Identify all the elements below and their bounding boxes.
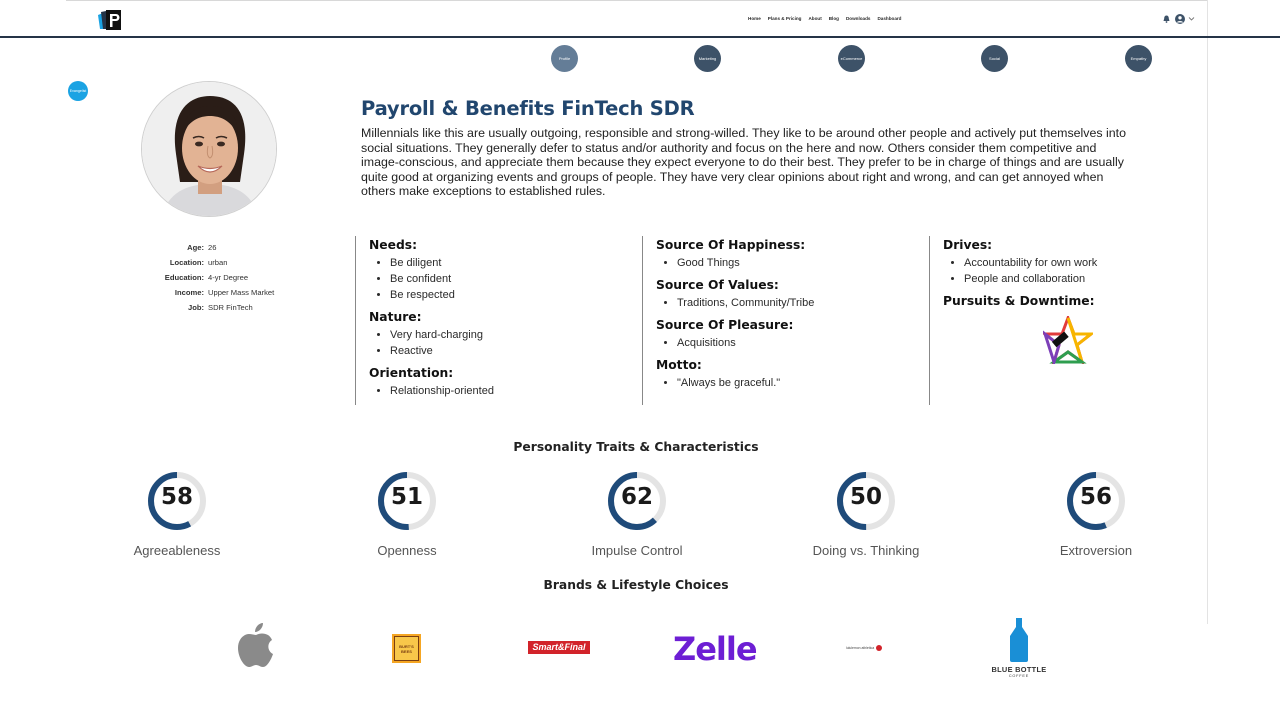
trait-value: 62 bbox=[620, 484, 653, 510]
trait-value: 56 bbox=[1079, 484, 1112, 510]
chevron-down-icon[interactable] bbox=[1188, 16, 1195, 22]
section-heading-values: Source Of Values: bbox=[656, 278, 779, 292]
fact-value: SDR FinTech bbox=[208, 303, 253, 312]
list-item: • Good Things bbox=[677, 255, 926, 271]
pursuits-star-logo bbox=[1043, 316, 1093, 364]
fact-label: Job: bbox=[187, 303, 204, 312]
trait-gauge bbox=[605, 467, 669, 533]
trait-label: Impulse Control bbox=[591, 543, 683, 558]
column-divider bbox=[355, 236, 356, 405]
blue-bottle-sub: COFFEE bbox=[1008, 674, 1030, 678]
frame-top-border bbox=[66, 0, 1208, 1]
traits-heading: Personality Traits & Characteristics bbox=[513, 440, 759, 454]
list-item: • Traditions, Community/Tribe bbox=[677, 295, 926, 311]
fact-job bbox=[130, 300, 274, 315]
blue-bottle-label: BLUE BOTTLE bbox=[991, 665, 1047, 674]
list-item: • Relationship-oriented bbox=[390, 383, 639, 399]
trait-label: Agreeableness bbox=[133, 543, 221, 558]
section-heading-nature: Nature: bbox=[369, 310, 422, 324]
values-list bbox=[656, 295, 926, 311]
trait-gauge bbox=[1064, 467, 1128, 533]
needs-list bbox=[369, 255, 639, 303]
evangelist-badge[interactable]: Evangelist bbox=[68, 81, 88, 101]
persona-description: Millennials like this are usually outgoing, responsible and strong-willed. They like to be around other people and actively put themselves into social situations. They generally defer to status and/or authority and focus on the here and now. Others consider them competitive and image-conscious, and appreciate them because they expect everyone to do their best. They prefer to be in charge of things and are usually quite good at organizing events and groups of people. They have very clear opinions about right and wrong, and can get annoyed when others make exceptions to established rules. bbox=[361, 126, 1126, 199]
nav-blog[interactable]: Blog bbox=[828, 16, 839, 21]
fact-age bbox=[130, 240, 274, 255]
persona-portrait bbox=[141, 81, 277, 217]
lululemon-label: lululemon athletica bbox=[846, 646, 875, 650]
fact-label: Location: bbox=[169, 258, 204, 267]
nav-home[interactable]: Home bbox=[748, 16, 761, 21]
list-item: • Accountability for own work bbox=[964, 255, 1183, 271]
smart-and-final-logo: Smart&Final bbox=[528, 641, 590, 654]
orientation-list bbox=[369, 383, 639, 399]
column-divider bbox=[642, 236, 643, 405]
list-item: • People and collaboration bbox=[964, 271, 1183, 287]
fact-value: 4-yr Degree bbox=[208, 273, 249, 282]
happiness-list bbox=[656, 255, 926, 271]
list-item: • Be respected bbox=[390, 287, 639, 303]
user-avatar-icon[interactable] bbox=[1175, 14, 1185, 24]
blue-bottle-icon bbox=[1009, 618, 1029, 662]
section-heading-pursuits: Pursuits & Downtime: bbox=[943, 294, 1095, 308]
drives-list bbox=[943, 255, 1183, 287]
frame-right-border bbox=[1207, 0, 1208, 624]
fact-label: Education: bbox=[164, 273, 204, 282]
trait-gauge bbox=[834, 467, 898, 533]
nav-about[interactable]: About bbox=[808, 16, 822, 21]
section-heading-motto: Motto: bbox=[656, 358, 702, 372]
trait-value: 50 bbox=[849, 484, 882, 510]
app-logo[interactable] bbox=[97, 9, 123, 31]
nav-downloads[interactable]: Downloads bbox=[845, 16, 871, 21]
trait-value: 58 bbox=[160, 484, 193, 510]
step-profile[interactable]: Profile bbox=[551, 45, 578, 72]
pleasure-list bbox=[656, 335, 926, 351]
lululemon-mark-icon bbox=[876, 645, 882, 651]
fact-label: Age: bbox=[187, 243, 204, 252]
column-divider bbox=[929, 236, 930, 405]
persona-facts bbox=[130, 240, 274, 315]
list-item: • Reactive bbox=[390, 343, 639, 359]
zelle-logo: Zelle bbox=[673, 630, 757, 668]
brands-heading: Brands & Lifestyle Choices bbox=[543, 578, 729, 592]
trait-label: Extroversion bbox=[1059, 543, 1133, 558]
fact-location bbox=[130, 255, 274, 270]
fact-education bbox=[130, 270, 274, 285]
list-item: • Very hard-charging bbox=[390, 327, 639, 343]
blue-bottle-coffee-logo bbox=[988, 617, 1050, 679]
list-item: • "Always be graceful." bbox=[677, 375, 926, 391]
lululemon-logo bbox=[846, 645, 882, 651]
section-heading-orientation: Orientation: bbox=[369, 366, 454, 380]
step-marketing[interactable]: Marketing bbox=[694, 45, 721, 72]
persona-title: Payroll & Benefits FinTech SDR bbox=[361, 97, 695, 120]
persona-column-1 bbox=[369, 238, 639, 406]
step-empathy[interactable]: Empathy bbox=[1125, 45, 1152, 72]
main-nav bbox=[748, 16, 901, 21]
burts-bees-label: BURT'S BEES bbox=[394, 636, 419, 661]
fact-value: urban bbox=[208, 258, 228, 267]
step-ecommerce[interactable]: eCommerce bbox=[838, 45, 865, 72]
bell-icon[interactable] bbox=[1163, 15, 1170, 23]
list-item: • Be diligent bbox=[390, 255, 639, 271]
fact-value: Upper Mass Market bbox=[208, 288, 275, 297]
trait-gauge bbox=[375, 467, 439, 533]
burts-bees-logo bbox=[392, 634, 421, 663]
motto-list bbox=[656, 375, 926, 391]
list-item: • Acquisitions bbox=[677, 335, 926, 351]
trait-label: Doing vs. Thinking bbox=[812, 543, 920, 558]
nav-plans-pricing[interactable]: Plans & Pricing bbox=[767, 16, 802, 21]
section-heading-pleasure: Source Of Pleasure: bbox=[656, 318, 794, 332]
trait-value: 51 bbox=[390, 484, 423, 510]
section-heading-needs: Needs: bbox=[369, 238, 418, 252]
nature-list bbox=[369, 327, 639, 359]
header-divider bbox=[0, 36, 1280, 38]
step-social[interactable]: Social bbox=[981, 45, 1008, 72]
fact-income bbox=[130, 285, 274, 300]
persona-column-3 bbox=[943, 238, 1183, 308]
apple-logo bbox=[236, 621, 276, 669]
list-item: • Be confident bbox=[390, 271, 639, 287]
section-heading-drives: Drives: bbox=[943, 238, 993, 252]
nav-dashboard[interactable]: Dashboard bbox=[877, 16, 902, 21]
persona-column-2 bbox=[656, 238, 926, 398]
section-heading-happiness: Source Of Happiness: bbox=[656, 238, 806, 252]
fact-label: Income: bbox=[174, 288, 204, 297]
fact-value: 26 bbox=[208, 243, 217, 252]
trait-label: Openness bbox=[377, 543, 437, 558]
trait-gauge bbox=[145, 467, 209, 533]
